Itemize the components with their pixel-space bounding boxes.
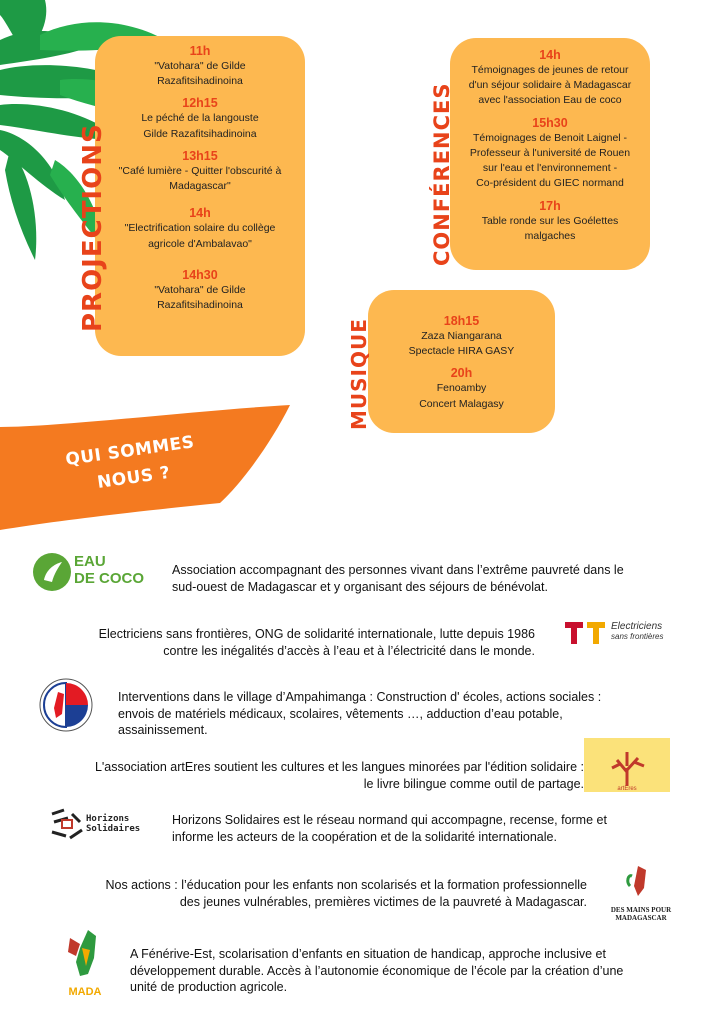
logo-text: Horizons (86, 814, 130, 824)
logo-text: MADA (68, 986, 102, 998)
horizon-icon (50, 808, 84, 840)
projection-time: 13h15 (182, 148, 218, 163)
banner-line-2: NOUS ? (96, 463, 172, 494)
mada-logo (62, 928, 108, 998)
svg-text:artEres: artEres (617, 786, 637, 792)
conferences-heading: CONFÉRENCES (430, 82, 454, 266)
coconut-icon (32, 552, 72, 592)
projections-heading: PROJECTIONS (78, 123, 108, 332)
projection-title: Le péché de la langouste Gilde Razafitsihadinoina (141, 112, 259, 140)
lightning-icon (565, 618, 607, 648)
ampahimanga-association-logo (30, 674, 102, 736)
horizons-solidaires-logo (50, 806, 150, 842)
tree-icon (584, 738, 670, 792)
projection-time: 12h15 (182, 96, 218, 111)
projections-card (95, 36, 305, 356)
arteres-logo (584, 738, 670, 792)
conference-title: Témoignages de Benoit Laignel - Professeur à l'université de Rouen sur l'eau et l'environnement - Co-président du GIEC normand (469, 131, 631, 190)
org-description: Interventions dans le village d’Ampahimanga : Construction d' écoles, actions sociales : envois de matériels médicaux, scolaires, vêtements …, adduction d’eau potable, assainissement. (118, 690, 602, 737)
conference-time: 15h30 (532, 115, 568, 130)
conference-title: Témoignages de jeunes de retour d'un séjour solidaire à Madagascar avec l'association Eau de coco (468, 64, 632, 107)
conference-title: Table ronde sur les Goélettes malgaches (481, 214, 619, 242)
musique-card (368, 290, 555, 433)
org-description: A Fénérive-Est, scolarisation d’enfants en situation de handicap, approche inclusive et développement durable. Accès à l’autonomie économique de l’école par la création d’une unité de production agricole. (130, 947, 624, 994)
org-description: Electriciens sans frontières, ONG de solidarité internationale, lutte depuis 1986 contre les inégalités d’accès à l’eau et à l’électricité dans le monde. (98, 627, 535, 658)
logo-text: sans frontières (611, 631, 664, 641)
logo-text: Electriciens (611, 621, 663, 632)
banner-line-1: QUI SOMMES (64, 432, 196, 471)
madagascar-flag-icon (30, 674, 102, 736)
concert-title: Fenoamby Concert Malagasy (419, 382, 504, 410)
projection-time: 14h (189, 206, 211, 221)
projection-time: 11h (189, 44, 211, 58)
concert-time: 20h (450, 366, 473, 381)
logo-text: DE COCO (74, 569, 145, 587)
org-description: Nos actions : l’éducation pour les enfants non scolarisés et la formation professionnelle des jeunes vulnérables, premières victimes de la pauvreté à Madagascar. (105, 878, 587, 909)
hand-map-icon (598, 862, 684, 902)
projection-title: "Electrification solaire du collège agricole d'Ambalavao" (124, 222, 276, 250)
logo-text: MADAGASCAR (615, 913, 667, 922)
logo-text: EAU (74, 553, 106, 570)
logo-text: Solidaires (86, 824, 141, 835)
concert-title: Zaza Niangarana Spectacle HIRA GASY (408, 330, 515, 358)
projection-title: "Vatohara" de Gilde Razafitsihadinoina (154, 60, 246, 88)
musique-heading: MUSIQUE (347, 318, 371, 430)
projection-title: "Vatohara" de Gilde Razafitsihadinoina (154, 283, 246, 311)
eau-de-coco-logo (32, 550, 152, 594)
conference-time: 14h (539, 48, 561, 62)
org-description: L'association artEres soutient les cultures et les langues minorées par l'édition solidaire : le livre bilingue comme outil de partage. (94, 760, 584, 791)
org-description: Horizons Solidaires est le réseau normand qui accompagne, recense, forme et informe les acteurs de la coopération et de la solidarité internationale. (172, 813, 607, 844)
conferences-card (450, 38, 650, 270)
projection-time: 14h30 (182, 267, 218, 282)
des-mains-pour-madagascar-logo (598, 862, 684, 920)
madagascar-map-icon (62, 928, 108, 982)
projection-title: "Café lumière - Quitter l'obscurité à Madagascar" (118, 164, 282, 193)
logo-text: DES MAINS POUR (610, 906, 672, 914)
concert-time: 18h15 (443, 314, 480, 328)
org-description: Association accompagnant des personnes vivant dans l’extrême pauvreté dans le sud-ouest de Madagascar et y organisant des séjours de bénévolat. (172, 563, 624, 594)
electriciens-sans-frontieres-logo (565, 614, 675, 650)
conference-time: 17h (539, 198, 561, 213)
